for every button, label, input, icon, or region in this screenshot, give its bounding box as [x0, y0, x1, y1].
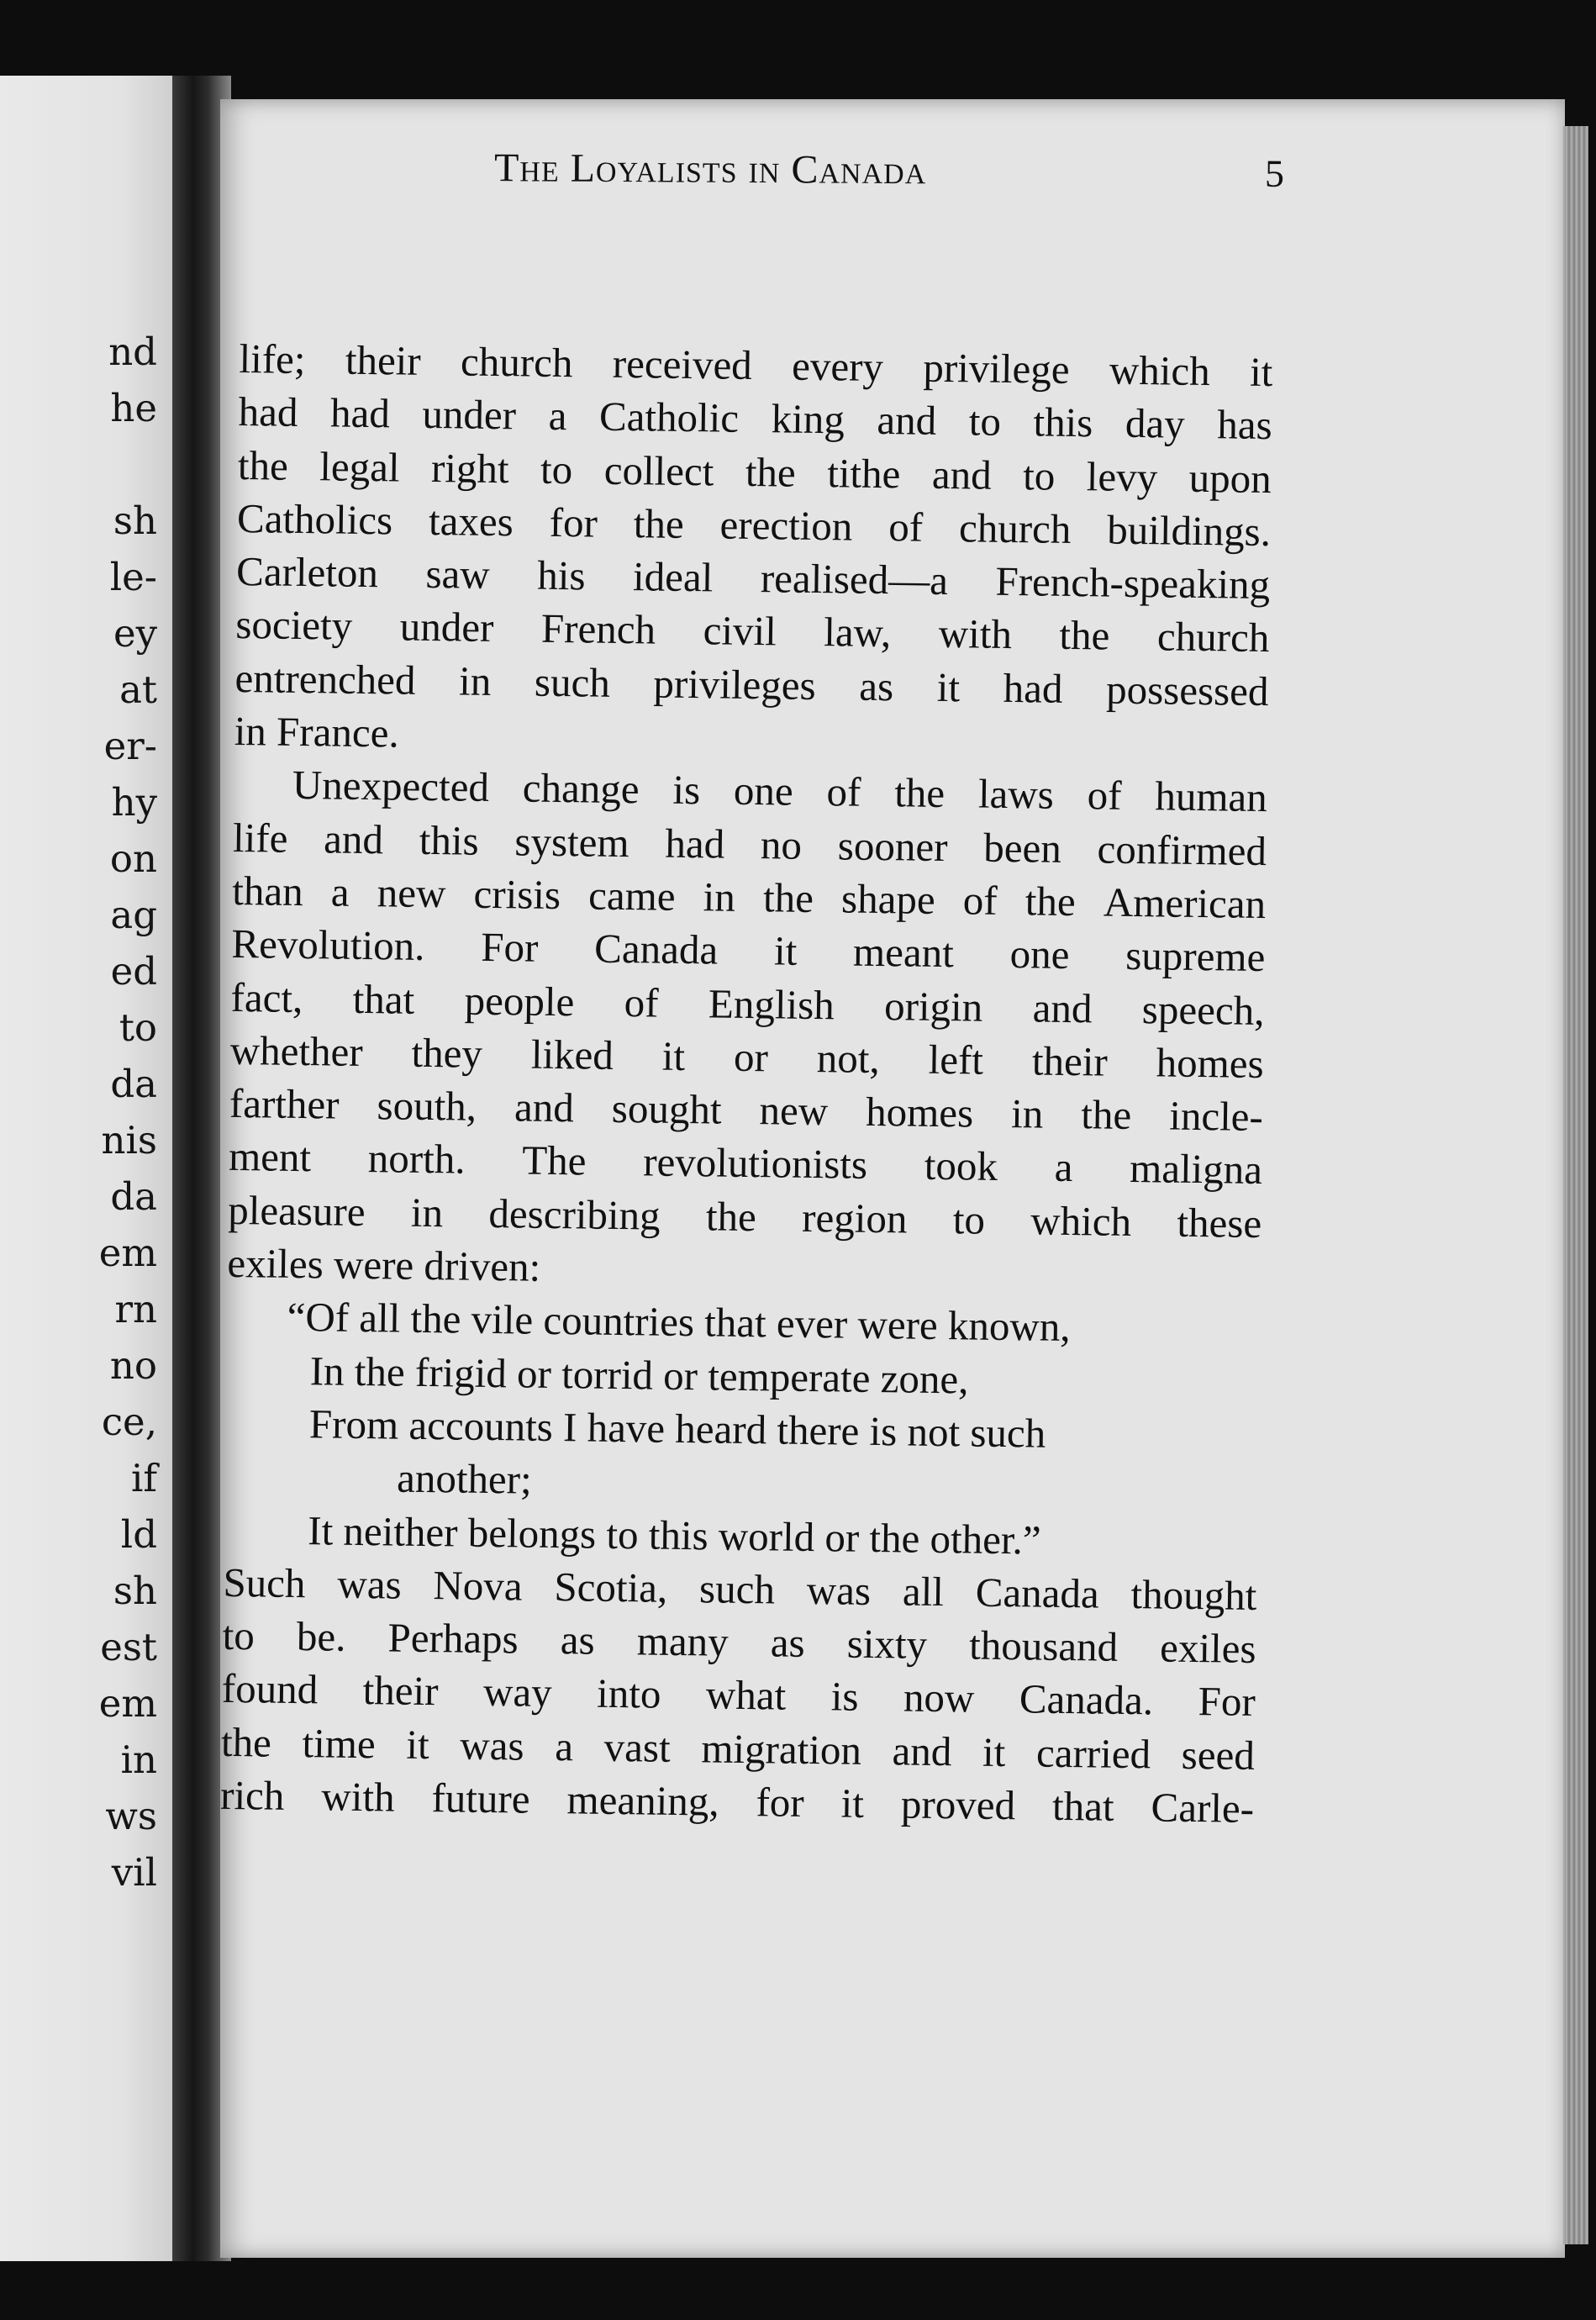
text-line: It neither belongs to this world or the other.” [307, 1506, 1041, 1563]
text-line: Catholics taxes for the erection of church buildings. [236, 494, 1272, 555]
text-line: entrenched in such privileges as it had possessed [234, 654, 1269, 714]
facing-page-fragment: est [100, 1625, 157, 1669]
text-line: Revolution. For Canada it meant one supreme [231, 920, 1266, 981]
text-line: the time it was a vast migration and it carried seed [220, 1718, 1256, 1779]
page-number: 5 [1264, 151, 1285, 195]
facing-page-fragment: he [110, 386, 157, 430]
facing-page-fragment: no [109, 1343, 157, 1388]
text-line: fact, that people of English origin and speech, [230, 973, 1265, 1034]
facing-page-fragment: in [120, 1737, 157, 1782]
facing-page-fragment: rn [114, 1287, 157, 1331]
text-line: rich with future meaning, for it proved that Carle- [219, 1771, 1255, 1832]
text-line: life; their church received every privilege which it [239, 335, 1273, 396]
page-body-text [220, 332, 1273, 1835]
text-line: In the frigid or torrid or temperate zone, [309, 1347, 969, 1403]
facing-page-fragment: if [130, 1456, 157, 1500]
text-line: life and this system had no sooner been confirmed [232, 814, 1267, 874]
text-line: in France. [234, 708, 400, 757]
facing-page-fragment: er- [103, 724, 157, 768]
facing-page-fragment: sh [113, 498, 157, 543]
facing-page-fragment: ld [120, 1512, 157, 1557]
text-line: farther south, and sought new homes in the incle- [229, 1080, 1264, 1141]
running-header [494, 145, 1284, 208]
facing-page-left [0, 76, 172, 2261]
running-title: The Loyalists in Canada [493, 145, 927, 193]
text-line: Such was Nova Scotia, such was all Canada thought [223, 1558, 1257, 1619]
facing-page-fragment: vil [111, 1850, 157, 1895]
facing-page-fragment: on [109, 836, 157, 881]
facing-page-fragment: em [98, 1231, 157, 1275]
facing-page-fragment: ws [105, 1794, 157, 1838]
text-line: found their way into what is now Canada. For [221, 1665, 1256, 1726]
facing-page-fragment: at [119, 667, 157, 712]
facing-page-fragment: nis [101, 1118, 157, 1163]
text-line: to be. Perhaps as many as sixty thousand exiles [222, 1611, 1256, 1673]
facing-page-fragment [99, 436, 157, 493]
text-line: another; [396, 1454, 533, 1503]
text-line: the legal right to collect the tithe and to levy upon [237, 441, 1272, 502]
text-line: ment north. The revolutionists took a maligna [228, 1133, 1263, 1194]
text-line: “Of all the vile countries that ever were known, [287, 1294, 1071, 1351]
facing-page-fragment: nd [108, 330, 157, 374]
facing-page-fragment: sh [113, 1569, 157, 1613]
text-line: had had under a Catholic king and to this day has [238, 388, 1272, 449]
text-line: than a new crisis came in the shape of the American [231, 867, 1267, 928]
facing-page-fragment: da [110, 1062, 157, 1106]
facing-page-fragment: da [110, 1174, 157, 1219]
facing-page-fragment: le- [109, 555, 157, 599]
facing-page-fragment: ed [110, 949, 157, 994]
text-line: exiles were driven: [227, 1239, 541, 1290]
text-line: pleasure in describing the region to which these [227, 1186, 1262, 1247]
facing-page-fragment: to [119, 1005, 157, 1050]
text-line: Unexpected change is one of the laws of human [292, 762, 1268, 821]
facing-page-fragment: ey [113, 611, 157, 656]
facing-page-fragment: ag [110, 893, 157, 937]
text-line: From accounts I have heard there is not such [308, 1400, 1046, 1457]
text-line: Carleton saw his ideal realised—a French-speaking [235, 548, 1271, 609]
facing-page-fragment: ce, [101, 1400, 157, 1444]
page-edge [1562, 126, 1588, 2244]
text-line: society under French civil law, with the church [235, 601, 1270, 662]
text-line: whether they liked it or not, left their homes [229, 1026, 1264, 1087]
facing-page-fragment: hy [111, 780, 157, 825]
facing-page-text-fragments [99, 324, 157, 1901]
facing-page-fragment: em [98, 1681, 157, 1726]
